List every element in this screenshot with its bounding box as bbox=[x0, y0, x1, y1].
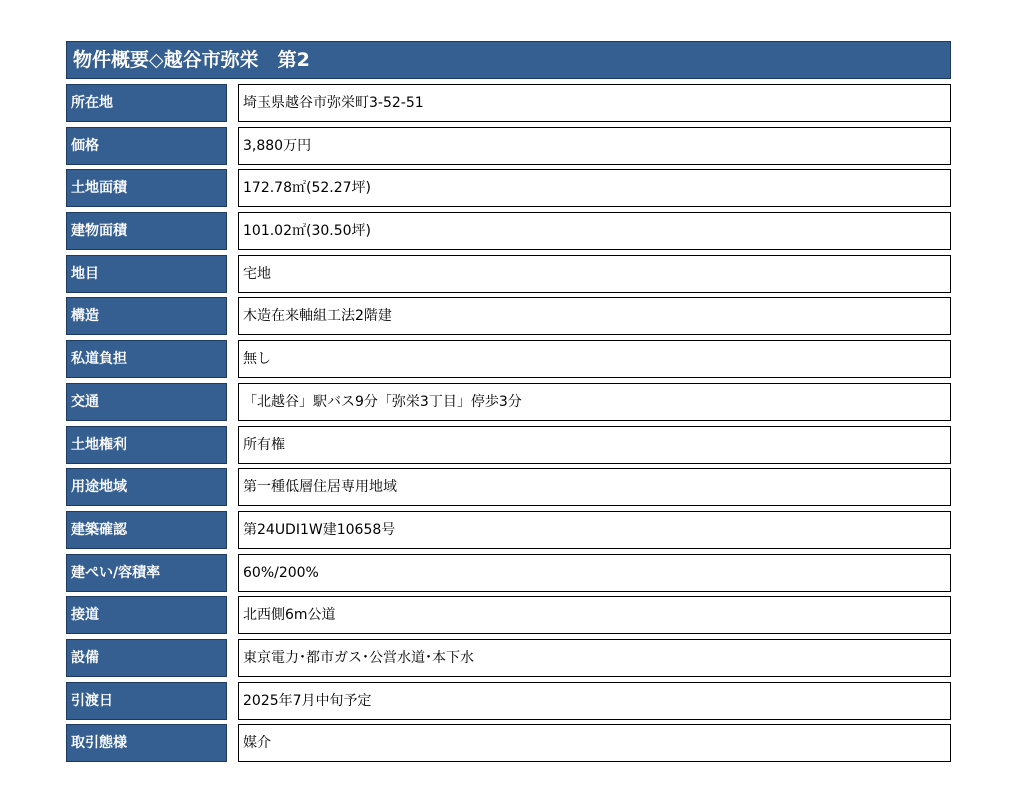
row-label-delivery-date: 引渡日 bbox=[66, 682, 227, 720]
row-value-land-category[interactable]: 宅地 bbox=[238, 255, 951, 293]
table-row bbox=[66, 511, 951, 549]
table-row bbox=[66, 169, 951, 207]
row-label-land-category: 地目 bbox=[66, 255, 227, 293]
row-value-building-permit[interactable]: 第24UDI1W建10658号 bbox=[238, 511, 951, 549]
row-label-building-permit: 建築確認 bbox=[66, 511, 227, 549]
row-label-road-access: 接道 bbox=[66, 596, 227, 634]
table-row bbox=[66, 468, 951, 506]
row-value-facilities[interactable]: 東京電力･都市ガス･公営水道･本下水 bbox=[238, 639, 951, 677]
table-row bbox=[66, 682, 951, 720]
row-value-delivery-date[interactable]: 2025年7月中旬予定 bbox=[238, 682, 951, 720]
table-row bbox=[66, 297, 951, 335]
row-value-price[interactable]: 3,880万円 bbox=[238, 127, 951, 165]
property-summary-sheet bbox=[66, 41, 951, 767]
row-label-zoning: 用途地域 bbox=[66, 468, 227, 506]
row-value-land-rights[interactable]: 所有権 bbox=[238, 426, 951, 464]
table-row bbox=[66, 340, 951, 378]
row-value-private-road[interactable]: 無し bbox=[238, 340, 951, 378]
table-row bbox=[66, 596, 951, 634]
row-label-structure: 構造 bbox=[66, 297, 227, 335]
sheet-title: 物件概要◇越谷市弥栄 第2 bbox=[66, 41, 951, 79]
row-label-building-area: 建物面積 bbox=[66, 212, 227, 250]
row-label-location: 所在地 bbox=[66, 84, 227, 122]
table-row bbox=[66, 212, 951, 250]
row-label-private-road: 私道負担 bbox=[66, 340, 227, 378]
row-label-land-rights: 土地権利 bbox=[66, 426, 227, 464]
table-row bbox=[66, 127, 951, 165]
table-row bbox=[66, 255, 951, 293]
table-row bbox=[66, 383, 951, 421]
table-row bbox=[66, 554, 951, 592]
row-value-land-area[interactable]: 172.78㎡(52.27坪) bbox=[238, 169, 951, 207]
row-label-price: 価格 bbox=[66, 127, 227, 165]
row-label-coverage-ratio: 建ぺい/容積率 bbox=[66, 554, 227, 592]
table-row bbox=[66, 639, 951, 677]
table-row bbox=[66, 84, 951, 122]
row-value-coverage-ratio[interactable]: 60%/200% bbox=[238, 554, 951, 592]
row-label-facilities: 設備 bbox=[66, 639, 227, 677]
row-value-building-area[interactable]: 101.02㎡(30.50坪) bbox=[238, 212, 951, 250]
table-row bbox=[66, 426, 951, 464]
row-label-transport: 交通 bbox=[66, 383, 227, 421]
row-value-location[interactable]: 埼玉県越谷市弥栄町3-52-51 bbox=[238, 84, 951, 122]
row-label-transaction-type: 取引態様 bbox=[66, 724, 227, 762]
row-label-land-area: 土地面積 bbox=[66, 169, 227, 207]
row-value-transport[interactable]: 「北越谷」駅バス9分「弥栄3丁目」停歩3分 bbox=[238, 383, 951, 421]
row-value-road-access[interactable]: 北西側6m公道 bbox=[238, 596, 951, 634]
row-value-zoning[interactable]: 第一種低層住居専用地域 bbox=[238, 468, 951, 506]
row-value-transaction-type[interactable]: 媒介 bbox=[238, 724, 951, 762]
row-value-structure[interactable]: 木造在来軸組工法2階建 bbox=[238, 297, 951, 335]
table-row bbox=[66, 724, 951, 762]
